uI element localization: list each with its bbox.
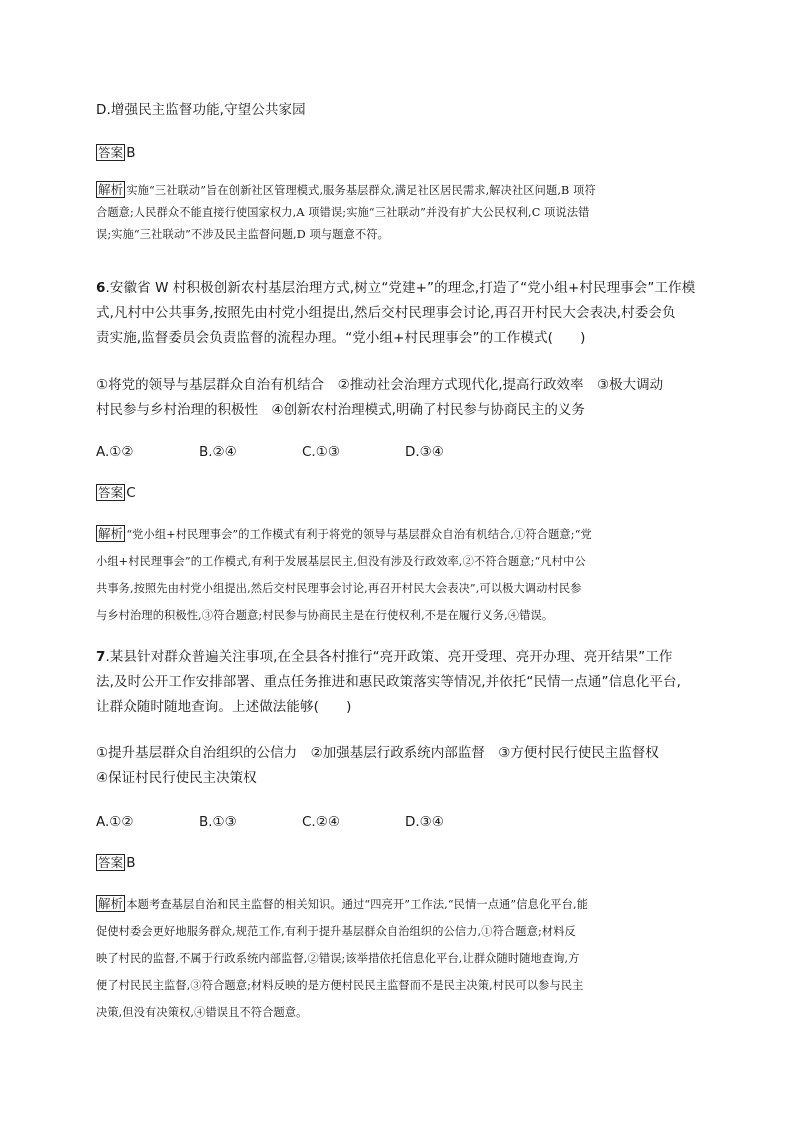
q5-answer-value: B — [126, 145, 136, 161]
q7-analysis — [96, 891, 588, 1026]
q7-answer-value: B — [126, 855, 136, 871]
analysis-tag: 解析 — [98, 182, 124, 197]
q6-choice-c: C.①③ — [302, 444, 340, 460]
answer-tag: 答案 — [98, 485, 124, 500]
q7-analysis-line: 映了村民的监督,不属于行政系统内部监督,②错误;该举措依托信息化平台,让群众随时随地查询,方 — [96, 952, 580, 965]
q7-analysis-line: 本题考查基层自治和民主监督的相关知识。通过“四亮开”工作法,“民情一点通”信息化平台,能 — [126, 898, 589, 911]
q6-analysis-line: 小组+村民理事会”的工作模式,有利于发展基层民主,但没有涉及行政效率,②不符合题意;“凡村中公 — [96, 555, 586, 568]
analysis-tag: 解析 — [98, 526, 124, 541]
q5-analysis-line: 实施“三社联动”旨在创新社区管理模式,服务基层群众,满足社区居民需求,解决社区问题,B 项符 — [126, 184, 596, 197]
q7-stem-line: 让群众随时随地查询。上述做法能够( ) — [96, 699, 352, 715]
q7-choice-b: B.①③ — [199, 814, 237, 830]
q6-answer-value: C — [126, 485, 136, 501]
q6-choice-d: D.③④ — [405, 444, 444, 460]
q7-answer — [96, 851, 136, 876]
q6-stem-line: 式,凡村中公共事务,按照先由村党小组提出,然后交村民理事会讨论,再召开村民大会表决,村委会负 — [96, 305, 676, 321]
q6-number: 6 — [96, 280, 106, 296]
q5-option-d: D.增强民主监督功能,守望公共家园 — [96, 102, 306, 118]
q6-stem-line: .安徽省 W 村积极创新农村基层治理方式,树立“党建+”的理念,打造了“党小组+村民理事会”工作模 — [105, 280, 696, 296]
q6-choice-a: A.①② — [96, 444, 134, 460]
q6-statement-line: 村民参与乡村治理的积极性 ④创新农村治理模式,明确了村民参与协商民主的义务 — [96, 402, 585, 418]
q5-analysis-line: 合题意;人民群众不能直接行使国家权力,A 项错误;实施“三社联动”并没有扩大公民权利,C 项说法错 — [96, 206, 590, 219]
q7-number: 7 — [96, 649, 106, 665]
q5-analysis-line: 误;实施“三社联动”不涉及民主监督问题,D 项与题意不符。 — [96, 228, 389, 241]
q7-analysis-line: 便了村民民主监督,③符合题意;材料反映的是方便村民民主监督而不是民主决策,村民可以参与民主 — [96, 979, 584, 992]
q7-analysis-line: 决策,但没有决策权,④错误且不符合题意。 — [96, 1006, 308, 1019]
q6-stem — [96, 276, 695, 351]
q7-choice-d: D.③④ — [405, 814, 444, 830]
q6-analysis-line: 与乡村治理的积极性,③符合题意;村民参与协商民主是在行使权利,不是在履行义务,④错误。 — [96, 609, 554, 622]
q7-stem-line: .某县针对群众普遍关注事项,在全县各村推行“亮开政策、亮开受理、亮开办理、亮开结果”工作 — [105, 649, 673, 665]
q7-stem — [96, 645, 681, 720]
answer-tag: 答案 — [98, 855, 124, 870]
q7-statements — [96, 741, 659, 791]
q6-answer — [96, 481, 136, 506]
q7-choices — [96, 810, 508, 835]
q7-statement-line: ①提升基层群众自治组织的公信力 ②加强基层行政系统内部监督 ③方便村民行使民主监督权 — [96, 745, 659, 761]
q6-analysis-line: 共事务,按照先由村党小组提出,然后交村民理事会讨论,再召开村民大会表决”,可以极大调动村民参 — [96, 582, 582, 595]
analysis-tag: 解析 — [98, 896, 124, 911]
q7-statement-line: ④保证村民行使民主决策权 — [96, 770, 257, 786]
q7-choice-c: C.②④ — [302, 814, 340, 830]
q6-statements — [96, 373, 663, 423]
q5-answer — [96, 141, 136, 166]
q5-analysis — [96, 180, 596, 246]
q6-statement-line: ①将党的领导与基层群众自治有机结合 ②推动社会治理方式现代化,提高行政效率 ③极大调动 — [96, 377, 664, 393]
q6-stem-line: 责实施,监督委员会负责监督的流程办理。“党小组+村民理事会”的工作模式( ) — [96, 330, 586, 346]
q7-analysis-line: 促使村委会更好地服务群众,规范工作,有利于提升基层群众自治组织的公信力,①符合题意;材料反 — [96, 925, 576, 938]
q6-analysis-line: “党小组+村民理事会”的工作模式有利于将党的领导与基层群众自治有机结合,①符合题意;“党 — [126, 528, 592, 541]
q6-choice-b: B.②④ — [199, 444, 237, 460]
q6-analysis — [96, 521, 592, 629]
q7-stem-line: 法,及时公开工作安排部署、重点任务推进和惠民政策落实等情况,并依托“民情一点通”信息化平台, — [96, 674, 681, 690]
answer-tag: 答案 — [98, 145, 124, 160]
q7-choice-a: A.①② — [96, 814, 134, 830]
q6-choices — [96, 440, 508, 465]
